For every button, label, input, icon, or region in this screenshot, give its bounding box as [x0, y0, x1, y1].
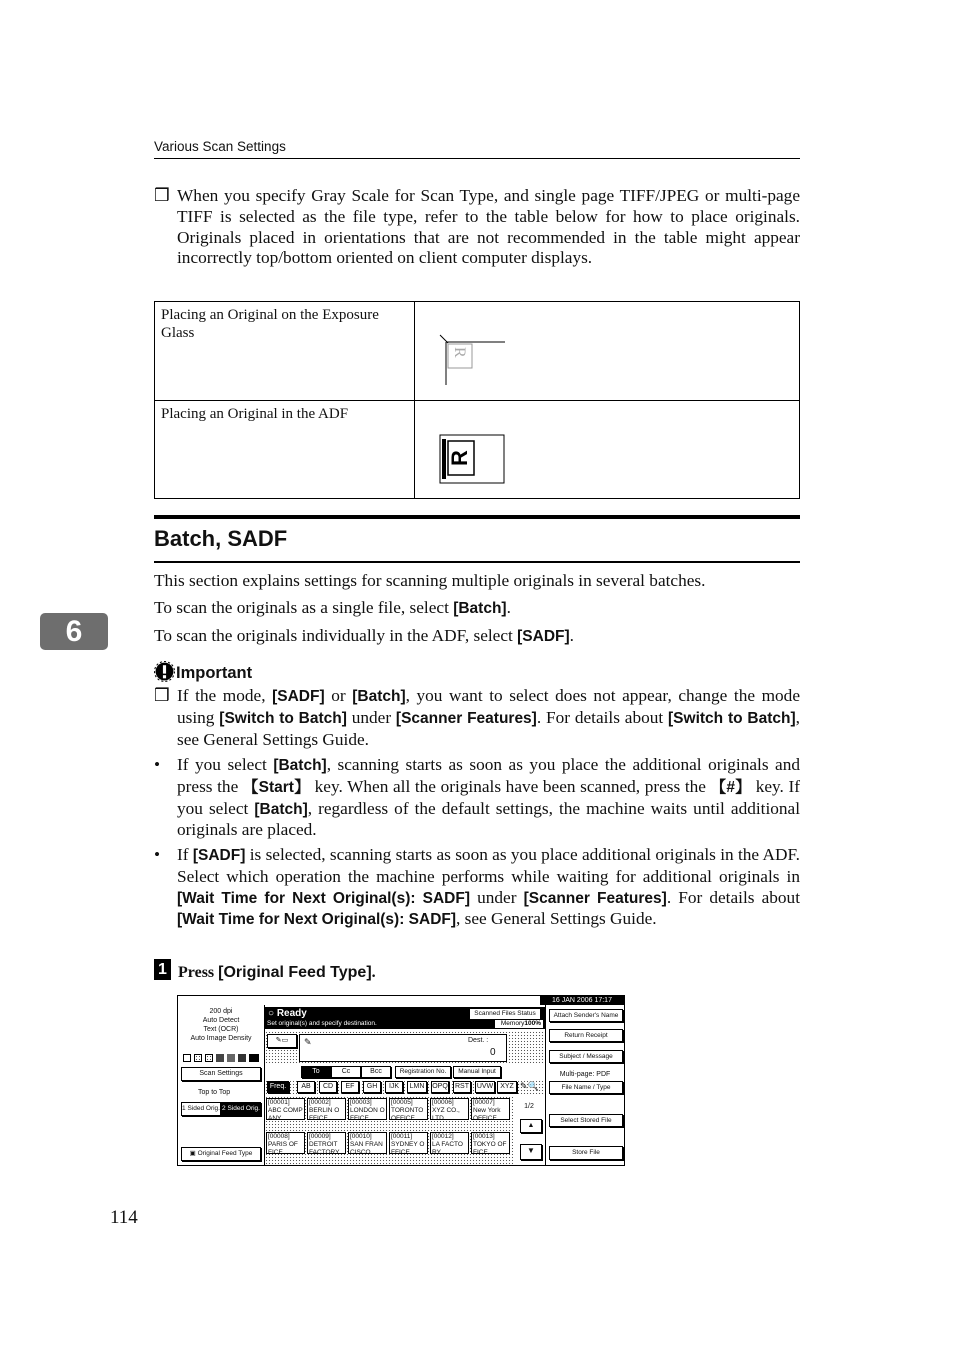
index-key[interactable]: AB	[297, 1081, 315, 1093]
body-paragraph: To scan the originals individually in the ADF, select [SADF].	[154, 626, 574, 645]
destination-tabs	[265, 1066, 545, 1078]
destination-key[interactable]: [00003] LONDON O FFICE	[348, 1098, 387, 1120]
destination-field[interactable]	[299, 1034, 507, 1062]
return-receipt-button[interactable]: Return Receipt	[549, 1029, 623, 1042]
index-key[interactable]: IJK	[385, 1081, 403, 1093]
orientation-table	[154, 301, 800, 499]
tab-registration-no[interactable]: Registration No.	[395, 1066, 451, 1078]
index-key[interactable]: UVW	[475, 1081, 495, 1093]
svg-text:R: R	[451, 347, 468, 358]
important-label: Important	[176, 664, 253, 682]
edit-destination-button[interactable]: ✎▭	[267, 1034, 297, 1048]
store-file-button[interactable]: Store File	[549, 1146, 623, 1160]
tab-manual-input[interactable]: Manual Input	[453, 1066, 501, 1078]
destination-key[interactable]: [00010] SAN FRAN CISCO	[348, 1132, 387, 1154]
status-ready: ○ Ready	[268, 1008, 307, 1019]
destination-field-area	[265, 1031, 545, 1063]
body-paragraph: This section explains settings for scanning multiple originals in several batches.	[154, 571, 706, 590]
note-marker: ❒	[154, 186, 170, 205]
adf-orientation-icon	[438, 433, 506, 485]
index-key-row	[265, 1080, 545, 1094]
section-bottom-rule	[154, 561, 800, 563]
destination-key[interactable]: [00007] New York OFFICE	[471, 1098, 510, 1120]
tab-bcc[interactable]: Bcc	[361, 1066, 391, 1078]
tab-to[interactable]: To	[301, 1066, 331, 1078]
index-key[interactable]: EF	[341, 1081, 359, 1093]
text-ocr-label: Text (OCR)	[203, 1026, 239, 1033]
tab-cc[interactable]: Cc	[331, 1066, 361, 1078]
intro-note	[154, 186, 800, 269]
dest-label: Dest. :	[468, 1037, 489, 1044]
page-number: 114	[110, 1207, 138, 1228]
scroll-down-button[interactable]: ▼	[520, 1144, 542, 1160]
select-stored-file-button[interactable]: Select Stored File	[549, 1114, 623, 1127]
one-sided-button[interactable]: 1 Sided Orig.	[181, 1102, 221, 1116]
scan-settings-button[interactable]: Scan Settings	[181, 1067, 261, 1081]
multipage-pdf-label: Multi-page: PDF	[559, 1071, 611, 1078]
exposure-glass-orientation-icon	[437, 330, 509, 388]
body-paragraph: To scan the originals as a single file, select [Batch].	[154, 598, 511, 617]
destination-key[interactable]: [00006] XYZ CO., LTD	[430, 1098, 469, 1120]
destination-key[interactable]: [00008] PARIS OF FICE	[266, 1132, 305, 1154]
index-key[interactable]: XYZ	[497, 1081, 517, 1093]
table-row-label: Placing an Original on the Exposure Glass	[155, 302, 415, 400]
two-sided-button[interactable]: 2 Sided Orig.	[221, 1102, 261, 1116]
original-feed-type-button[interactable]: ▣ Original Feed Type	[181, 1147, 261, 1161]
important-item: ❒ If the mode, [SADF] or [Batch], you want to select does not appear, change the mode using [Switch to Batch] under [Scanner Features]. For details about [Switch to Batch], see General Settings Guide.	[154, 686, 800, 749]
running-head: Various Scan Settings	[154, 139, 286, 154]
lcd-main-area	[265, 1005, 545, 1165]
lcd-settings-column	[178, 1005, 265, 1165]
status-message: Set original(s) and specify destination.	[267, 1020, 377, 1027]
top-to-top-label: Top to Top	[198, 1089, 231, 1096]
table-row-label: Placing an Original in the ADF	[155, 401, 415, 498]
ready-icon: ○	[268, 1008, 277, 1019]
step-number: 1	[154, 959, 171, 980]
auto-density-label: Auto Image Density	[190, 1035, 252, 1042]
important-item: • If you select [Batch], scanning starts as soon as you place the additional originals and press the 【Start】 key. When all the originals have been scanned, press the 【#】 key. If you select [Batch], regardless of the default settings, the machine waits until additional originals are placed.	[154, 755, 801, 840]
edit-search-icon[interactable]: ✎🔍	[520, 1081, 539, 1091]
auto-detect-label: Auto Detect	[202, 1017, 240, 1024]
step-instruction: Press [Original Feed Type].	[178, 964, 376, 981]
index-key[interactable]: GH	[363, 1081, 381, 1093]
destination-list	[265, 1096, 513, 1166]
original-feed-type-icon: ▣	[189, 1150, 198, 1157]
chapter-tab: 6	[40, 613, 108, 650]
memory-indicator: Memory100%	[495, 1020, 543, 1028]
file-name-type-button[interactable]: File Name / Type	[549, 1081, 623, 1094]
status-bar	[265, 1007, 545, 1029]
dest-count: 0	[490, 1047, 496, 1058]
destination-key[interactable]: [00011] SYDNEY O FFICE	[389, 1132, 428, 1154]
page-indicator: 1/2	[524, 1103, 534, 1110]
section-title: Batch, SADF	[154, 526, 288, 551]
destination-key[interactable]: [00013] TOKYO OF FICE	[471, 1132, 510, 1154]
important-item: • If [SADF] is selected, scanning starts as soon as you place additional originals in the ADF. Select which operation the machine performs while waiting for additional originals in [Wait Time for Next Original(s): SADF] under [Scanner Features]. For details about [Wait Time for Next Original(s): SADF], see General Settings Guide.	[154, 845, 800, 929]
destination-key[interactable]: [00009] DETROIT FACTORY	[307, 1132, 346, 1154]
subject-message-button[interactable]: Subject / Message	[549, 1050, 623, 1063]
density-scale[interactable]	[183, 1054, 261, 1062]
important-icon	[154, 661, 175, 682]
lcd-datetime: 16 JAN 2006 17:17	[540, 996, 624, 1005]
index-key[interactable]: CD	[319, 1081, 337, 1093]
scroll-up-button[interactable]: ▲	[520, 1119, 542, 1133]
section-top-rule	[154, 515, 800, 519]
pen-icon: ✎	[304, 1037, 312, 1047]
destination-key[interactable]: [00002] BERLIN O FFICE	[307, 1098, 346, 1120]
important-heading	[154, 661, 252, 683]
index-key[interactable]: RST	[453, 1081, 471, 1093]
adf-orientation-glyph: R	[446, 450, 472, 466]
index-key[interactable]: LMN	[407, 1081, 427, 1093]
index-key[interactable]: OPQ	[431, 1081, 449, 1093]
destination-key[interactable]: [00001] ABC COMP ANY	[266, 1098, 305, 1120]
index-key-freq[interactable]: Freq.	[267, 1081, 289, 1093]
scanned-files-status-button[interactable]: Scanned Files Status	[469, 1008, 541, 1020]
scanner-lcd-panel	[177, 995, 625, 1166]
intro-note-text: When you specify Gray Scale for Scan Type, and single page TIFF/JPEG or multi-page TIFF is selected as the file type, refer to the table below for how to place originals. Originals placed in orientations that are not recommended in the table might appear incorrectly top/bottom oriented on client computer displays.	[177, 186, 800, 268]
destination-key[interactable]: [00005] TORONTO OFFICE	[389, 1098, 428, 1120]
header-rule	[154, 158, 800, 159]
destination-key[interactable]: [00012] LA FACTO RY	[430, 1132, 469, 1154]
attach-senders-name-button[interactable]: Attach Sender's Name	[549, 1009, 623, 1022]
resolution-label: 200 dpi	[209, 1008, 233, 1015]
lcd-right-column	[545, 1005, 625, 1165]
